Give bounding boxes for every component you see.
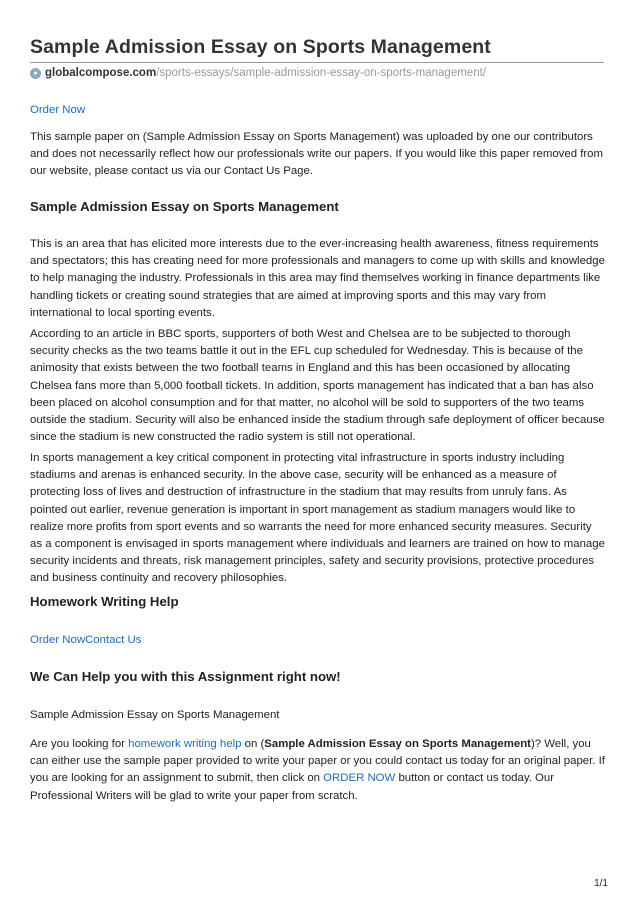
help-heading: We Can Help you with this Assignment right now! — [30, 669, 341, 684]
homework-heading: Homework Writing Help — [30, 594, 179, 609]
help-text-3: )? Well, you can either use the sample paper provided to write your paper or you could contact us today for an original paper. If you are looking for an assignment to submit, then click on — [30, 738, 605, 785]
essay-paragraph-3: In sports management a key critical component in protecting vital infrastructure in sports industry including stadiums and arenas is enhanced security. In the above case, security will be enhanced as a measure of protecting loss of lives and destruction of infrastructure in the stadium that may results from unruly fans. As pointed out earlier, revenue generation is important in sport management as stadium managers would like to realize more profits from sport events and so warrants the need for more enhanced security measures. Security as a component is envisaged in sports management where individuals and learners are trained on how to manage security incidents and threats, risk management principles, safety and security provisions, protective procedures and business continuity and recovery philosophies. — [30, 452, 605, 585]
essay-paragraph-2: According to an article in BBC sports, supporters of both West and Chelsea are to be subjected to thorough security checks as the two teams battle it out in the EFL cup scheduled for Wednesday. This is because of the animosity that exists between the two football teams in England and this has been occasioned by allocating Chelsea fans more than 5,000 football tickets. In addition, sports management has indicated that a ban has also been placed on alcohol consumption and for that matter, no alcohol will be sold to supporters of the two teams outside the stadium. Security will also be enhanced inside the stadium through safe deployment of officer because since the stadium is new constructed the radio system is still not operational. — [30, 328, 605, 444]
globe-icon: ● — [30, 68, 41, 79]
essay-paragraph-1: This is an area that has elicited more interests due to the ever-increasing health awareness, fitness requirements and spectators; this has creating need for more professionals and managers to come up with skills and knowledge to help managing the industry. Professionals in this area may find themselves working in finance departments like handling tickets or creating sound strategies that are aimed at improving sports and this may vary from international to local sporting events. — [30, 238, 605, 319]
help-subtitle: Sample Admission Essay on Sports Management — [30, 709, 280, 721]
page-number: 1/1 — [594, 878, 608, 889]
help-paragraph — [30, 736, 606, 805]
homework-writing-help-link[interactable]: homework writing help — [128, 738, 242, 750]
page-title: Sample Admission Essay on Sports Management — [30, 36, 491, 58]
essay-heading: Sample Admission Essay on Sports Management — [30, 199, 339, 214]
source-path-link[interactable]: /sports-essays/sample-admission-essay-on-sports-management/ — [156, 67, 486, 79]
homework-contact-us-link[interactable]: Contact Us — [85, 634, 142, 646]
source-line — [30, 62, 604, 79]
disclaimer-paragraph: This sample paper on (Sample Admission Essay on Sports Management) was uploaded by one our contributors and does not necessarily reflect how our professionals write our papers. If you would like this paper removed from our website, please contact us via our Contact Us Page. — [30, 131, 603, 178]
help-text-1: Are you looking for — [30, 738, 129, 750]
homework-order-now-link[interactable]: Order Now — [30, 634, 86, 646]
source-domain-link[interactable]: globalcompose.com — [45, 67, 157, 79]
homework-links — [30, 632, 606, 649]
help-text-4: button or contact us today. Our Professional Writers will be glad to write your paper from scratch. — [30, 772, 555, 802]
order-now-link[interactable]: Order Now — [30, 104, 86, 116]
help-bold-title: Sample Admission Essay on Sports Management — [264, 738, 531, 750]
help-order-now-link[interactable]: ORDER NOW — [323, 772, 396, 785]
help-text-2: on ( — [241, 738, 265, 750]
